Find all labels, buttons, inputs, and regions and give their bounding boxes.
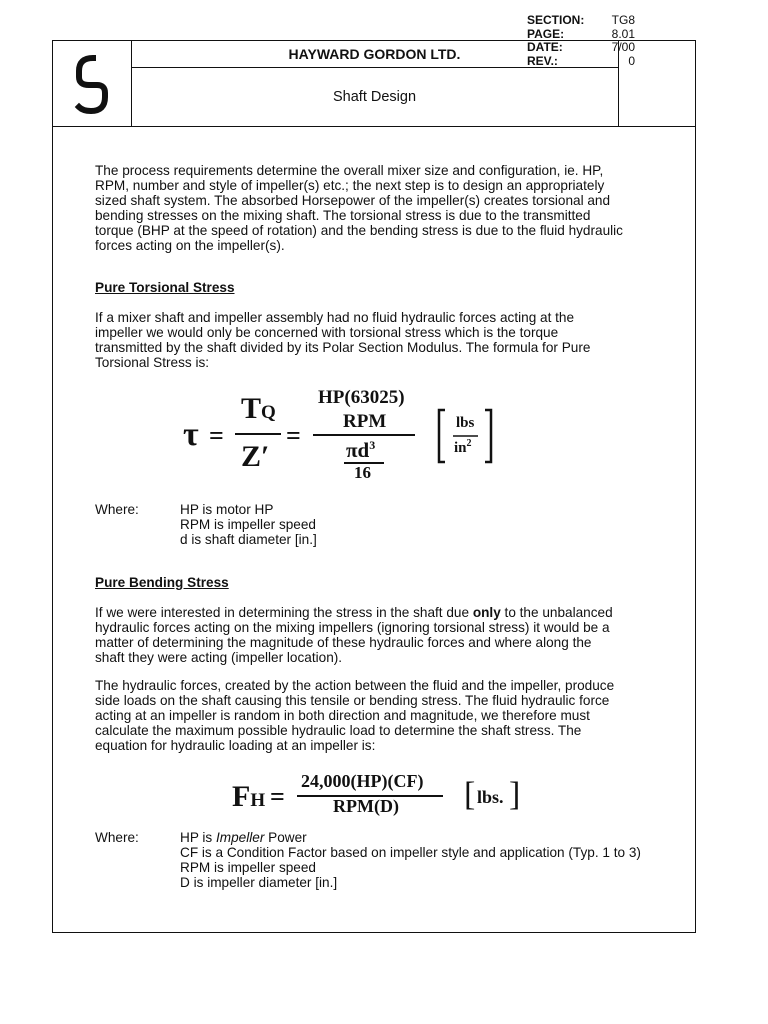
bending-where-label: Where: bbox=[95, 830, 139, 845]
where-item: d is shaft diameter [in.] bbox=[180, 532, 317, 547]
force-numerator: 24,000(HP)(CF) bbox=[301, 771, 424, 791]
bracket-open: [ bbox=[464, 776, 476, 813]
logo-cell bbox=[53, 41, 132, 126]
rpm-term: RPM bbox=[343, 411, 387, 432]
equals-2: = bbox=[286, 421, 301, 450]
company-logo-icon bbox=[53, 41, 131, 126]
fraction-bar-2 bbox=[313, 434, 415, 436]
torque-symbol: TQ bbox=[241, 392, 276, 425]
torsion-where-list bbox=[180, 502, 317, 547]
bending-where-list bbox=[180, 830, 641, 890]
unit-lbs-force: lbs. bbox=[477, 787, 504, 807]
unit-in-squared: $in^2$ bbox=[454, 438, 472, 456]
document-title: Shaft Design bbox=[332, 89, 417, 105]
torsion-paragraph: If a mixer shaft and impeller assembly had no fluid hydraulic forces acting at the impeller we would only be concerned with torsional stress which is the torque transmitted by the shaft divided by its Polar Section Modulus. The formula for Pure Torsional Stress is: bbox=[95, 310, 591, 370]
torsion-where-label: Where: bbox=[95, 502, 139, 517]
section-heading-bending: Pure Bending Stress bbox=[95, 575, 229, 590]
sixteen: 16 bbox=[354, 463, 371, 482]
intro-paragraph: The process requirements determine the overall mixer size and configuration, ie. HP, RPM, number and style of impeller(s) etc.; the next step is to design an appropriately sized shaft system. The absorbed Horsepower of the impeller(s) creates torsional and bending stresses on the mixing shaft. The torsional stress is due to the transmitted torque (BHP at the speed of rotation) and the bending stress is due to the fluid hydraulic forces acting on the impeller(s). bbox=[95, 163, 623, 253]
equals-1: = bbox=[209, 421, 224, 450]
where-item: HP is Impeller Power bbox=[180, 830, 307, 845]
company-name: HAYWARD GORDON LTD. bbox=[131, 41, 618, 68]
bending-paragraph-2: The hydraulic forces, created by the action between the fluid and the impeller, produce side loads on the shaft causing this tensile or bending stress. The fluid hydraulic force acting at an impeller is random in both direction and magnitude, we therefore must calculate the maximum possible hydraulic load to determine the shaft stress. The equation for hydraulic loading at an impeller is: bbox=[95, 678, 615, 753]
unit-lbs: lbs bbox=[456, 415, 475, 431]
bracket-close: ] bbox=[509, 776, 521, 813]
meta-page: PAGE: 8.01 bbox=[527, 26, 635, 41]
document-meta bbox=[527, 14, 635, 68]
meta-section: SECTION: TG8 bbox=[527, 13, 635, 27]
fraction-bar-1 bbox=[235, 433, 281, 435]
meta-rev: REV.: 0 bbox=[527, 53, 635, 68]
meta-date: DATE: 7/00 bbox=[527, 40, 635, 54]
pi-d-cubed: $\pi d^3$ bbox=[346, 438, 376, 462]
where-item: HP is motor HP bbox=[180, 502, 274, 517]
equals-3: = bbox=[270, 782, 285, 811]
where-item: D is impeller diameter [in.] bbox=[180, 875, 338, 890]
hp-term: HP(63025) bbox=[318, 387, 405, 408]
section-heading-torsion: Pure Torsional Stress bbox=[95, 280, 235, 295]
polar-modulus-symbol: Z′ bbox=[241, 440, 270, 473]
where-item: RPM is impeller speed bbox=[180, 517, 316, 532]
force-denominator: RPM(D) bbox=[333, 796, 399, 816]
tau-symbol: τ bbox=[183, 416, 199, 453]
where-item: RPM is impeller speed bbox=[180, 860, 316, 875]
where-item: CF is a Condition Factor based on impeller style and application (Typ. 1 to 3) bbox=[180, 845, 641, 860]
bending-paragraph-1: If we were interested in determining the stress in the shaft due only to the unbalanced hydraulic forces acting on the mixing impellers (ignoring torsional stress) it would be a matter of determining the magnitude of these hydraulic forces and where along the shaft they were acting (impeller location). bbox=[95, 605, 613, 665]
force-symbol: FH bbox=[232, 780, 266, 813]
